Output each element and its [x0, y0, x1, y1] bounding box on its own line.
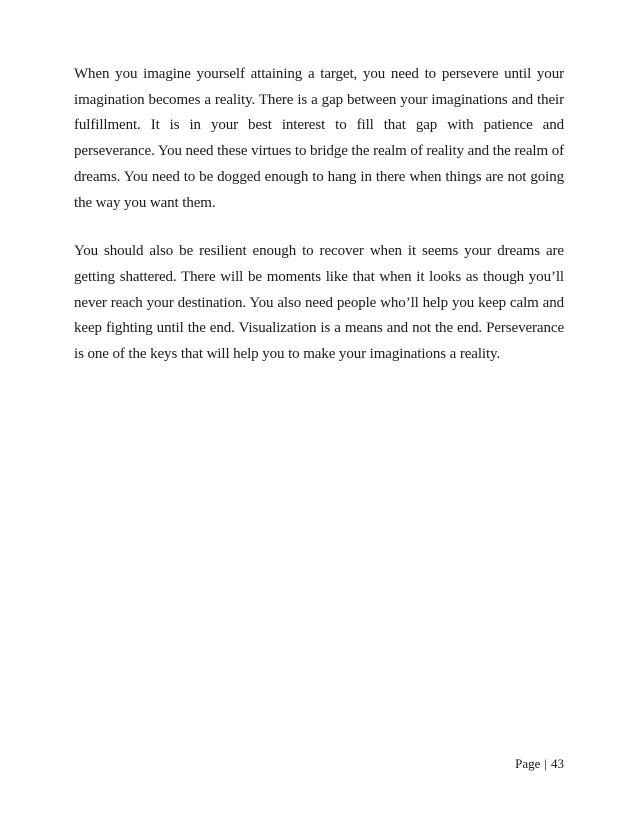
page-number: 43 — [551, 756, 564, 771]
page-label: Page — [515, 756, 541, 771]
paragraph-1: When you imagine yourself attaining a target, you need to persevere until your imagination becomes a reality. There is a gap between your imaginations and their fulfillment. It is in your best interest to fill that gap with patience and perseverance. You need these virtues to bridge the realm of reality and the realm of dreams. You need to be dogged enough to hang in there when things are not going the way you want them. — [74, 66, 564, 211]
paragraph-2: You should also be resilient enough to recover when it seems your dreams are getting shattered. There will be moments like that when it looks as though you’ll never reach your destination. You also need people who’ll help you keep calm and keep fighting until the end. Visualization is a means and not the end. Perseverance is one of the keys that will help you to make your imaginations a reality. — [74, 243, 564, 363]
body-text — [74, 62, 564, 391]
page-footer — [515, 756, 564, 772]
page-separator: | — [544, 756, 547, 771]
